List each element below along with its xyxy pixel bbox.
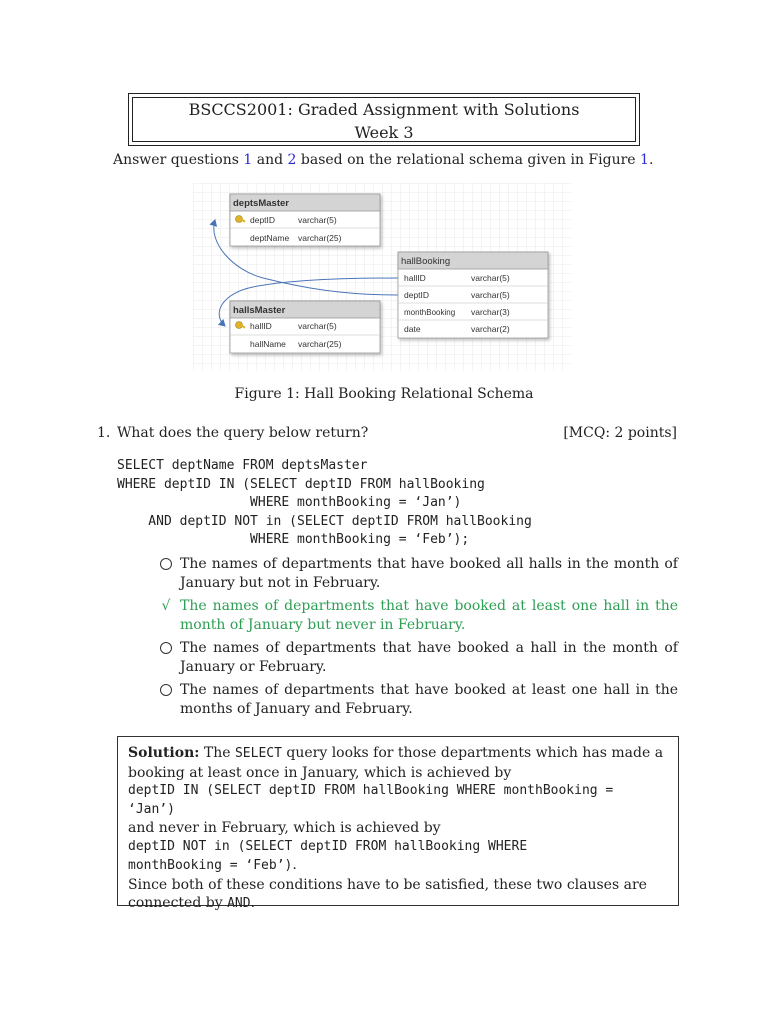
check-mark-icon: √ — [161, 598, 171, 614]
table-name-hallbooking: hallBooking — [401, 256, 451, 267]
figure-1-link[interactable]: 1 — [640, 152, 649, 168]
intro-prefix: Answer questions — [113, 152, 244, 168]
solution-para-3 — [128, 876, 668, 914]
column-type: varchar(5) — [471, 290, 510, 300]
radio-icon[interactable] — [158, 681, 174, 702]
question-1-link[interactable]: 1 — [243, 152, 253, 168]
intro-and: and — [252, 152, 288, 168]
question-points: [MCQ: 2 points] — [563, 425, 677, 441]
option-text: The names of departments that have booked at least one hall in the month of January but never in February. — [180, 598, 678, 633]
title-inner-box — [132, 97, 636, 142]
option-2-correct[interactable] — [158, 597, 678, 635]
column-name: hallID — [404, 273, 426, 283]
column-name: deptName — [250, 233, 290, 243]
solution-period: . — [292, 857, 297, 873]
solution-period: . — [250, 895, 256, 911]
column-name: hallID — [250, 321, 272, 331]
intro-middle: based on the relational schema given in Figure — [296, 152, 641, 168]
option-text: The names of departments that have booked at least one hall in the months of January and February. — [180, 682, 678, 717]
column-type: varchar(25) — [298, 233, 342, 243]
solution-label: Solution: — [128, 745, 200, 761]
table-hallbooking — [398, 252, 548, 338]
solution-text: The — [199, 745, 235, 761]
intro-suffix: . — [648, 152, 654, 168]
table-name-deptsmaster: deptsMaster — [233, 198, 289, 209]
title-line-2: Week 3 — [354, 123, 414, 142]
column-name: monthBooking — [404, 308, 456, 317]
option-text: The names of departments that have booked a hall in the month of January or February. — [180, 640, 678, 675]
question-number: 1. — [97, 425, 111, 441]
solution-text: Since both of these conditions have to be satisfied, these two clauses are connected by — [128, 876, 647, 911]
solution-code-and: AND — [227, 896, 251, 911]
option-4[interactable] — [158, 681, 678, 719]
question-2-link[interactable]: 2 — [287, 152, 297, 168]
column-name: deptID — [250, 215, 276, 225]
solution-code-2a: deptID NOT in (SELECT deptID FROM hallBooking WHERE — [128, 838, 528, 854]
radio-icon[interactable] — [158, 555, 174, 576]
solution-code-1: deptID IN (SELECT deptID FROM hallBooking WHERE monthBooking = ‘Jan’) — [128, 783, 614, 817]
solution-para-1 — [128, 744, 668, 782]
table-deptsmaster — [230, 194, 380, 246]
column-type: varchar(2) — [471, 324, 510, 334]
column-name: deptID — [404, 290, 430, 300]
sql-query: SELECT deptName FROM deptsMaster WHERE deptID IN (SELECT deptID FROM hallBooking WHERE monthBooking = ‘Jan’) AND deptID NOT in (SELECT deptID FROM hallBooking WHERE monthBooking = ‘Feb’); — [117, 458, 532, 547]
column-type: varchar(5) — [298, 215, 337, 225]
column-type: varchar(3) — [471, 307, 510, 317]
question-text: What does the query below return? — [117, 425, 369, 441]
solution-box — [117, 736, 679, 911]
column-type: varchar(5) — [471, 273, 510, 283]
schema-diagram — [193, 183, 571, 371]
column-name: date — [404, 324, 421, 334]
option-text: The names of departments that have booked all halls in the month of January but not in February. — [180, 556, 678, 591]
solution-text-2: and never in February, which is achieved by — [128, 820, 441, 836]
solution-text: query looks for those departments which has made a booking at least once in January, which is achieved by — [128, 745, 664, 781]
column-type: varchar(5) — [298, 321, 337, 331]
column-type: varchar(25) — [298, 339, 342, 349]
column-name: hallName — [250, 339, 286, 349]
intro-sentence — [113, 152, 653, 168]
table-hallsmaster — [230, 301, 380, 353]
option-1[interactable] — [158, 555, 678, 593]
solution-code-2b: monthBooking = ‘Feb’) — [128, 858, 293, 873]
table-name-hallsmaster: hallsMaster — [233, 305, 286, 316]
radio-icon[interactable] — [158, 639, 174, 660]
title-box — [128, 93, 640, 146]
option-3[interactable] — [158, 639, 678, 677]
figure-caption: Figure 1: Hall Booking Relational Schema — [234, 386, 534, 402]
solution-code-inline: SELECT — [234, 746, 282, 761]
title-line-1: BSCCS2001: Graded Assignment with Solutions — [188, 100, 580, 119]
